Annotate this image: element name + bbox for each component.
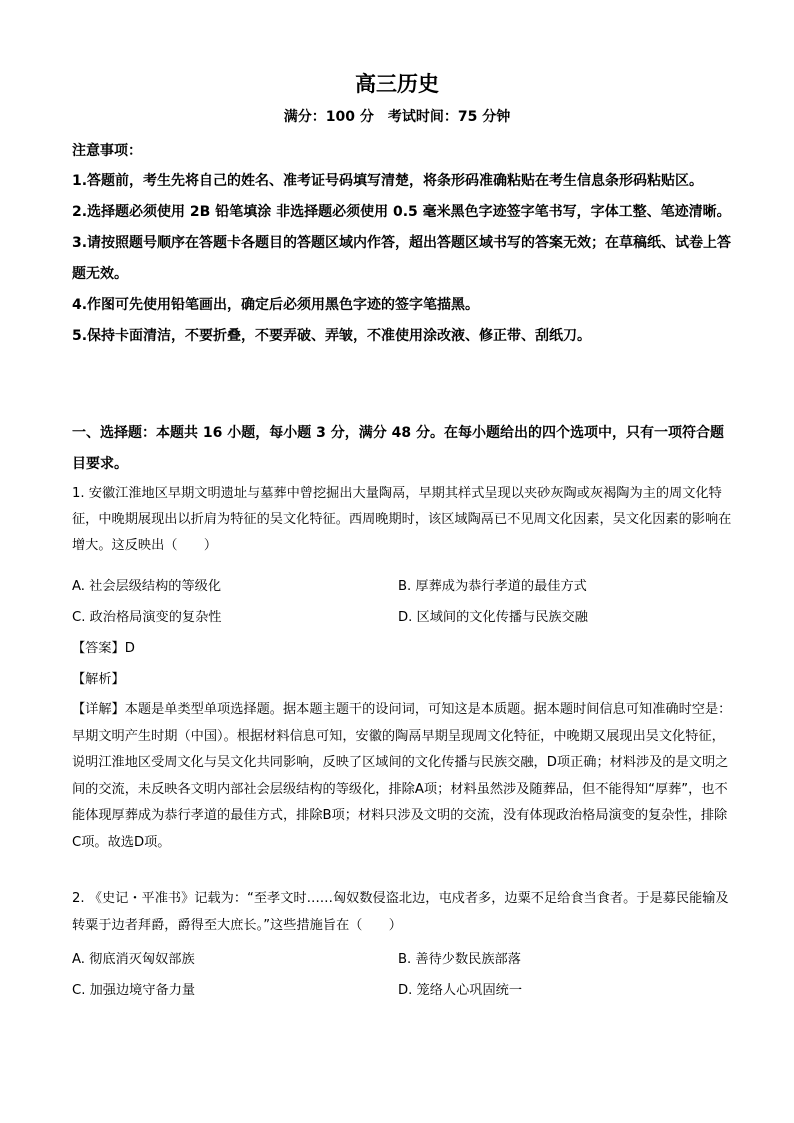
answer-label: 【答案】D <box>72 641 135 656</box>
note-item: 1.答题前，考生先将自己的姓名、准考证号码填写清楚，将条形码准确粘贴在考生信息条形码粘贴区。 <box>72 173 704 189</box>
explanation-text: 【详解】本题是单类型单项选择题。据本题主题干的设问词，可知这是本质题。据本题时间信息可知准确时空是：早期文明产生时期（中国）。根据材料信息可知，安徽的陶鬲早期呈现周文化特征，中晚期又展现出吴文化特征，说明江淮地区受周文化与吴文化共同影响，反映了区域间的文化传播与民族交融，D项正确；材料涉及的是文明之间的交流，未反映各文明内部社会层级结构的等级化，排除A项；材料虽然涉及随葬品，但不能得知“厚葬”，也不能体现厚葬成为恭行孝道的最佳方式，排除B项；材料只涉及文明的交流，没有体现政治格局演变的复杂性，排除C项。故选D项。 <box>72 702 732 850</box>
question-2-options <box>72 944 732 1006</box>
analysis-label: 【解析】 <box>72 672 125 687</box>
option-a: A. 社会层级结构的等级化 <box>72 579 222 594</box>
note-item: 2.选择题必须使用 2B 铅笔填涂 非选择题必须使用 0.5 毫米黑色字迹签字笔书写，字体工整、笔迹清晰。 <box>72 204 731 220</box>
page-title: 高三历史 <box>355 71 439 96</box>
note-item: 3.请按照题号顺序在答题卡各题目的答题区域内作答，超出答题区域书写的答案无效；在草稿纸、试卷上答题无效。 <box>72 235 732 282</box>
option-b: B. 善待少数民族部落 <box>398 952 521 967</box>
option-b: B. 厚葬成为恭行孝道的最佳方式 <box>398 579 587 594</box>
question-1-answer <box>72 633 732 695</box>
exam-info: 满分：100 分 考试时间：75 分钟 <box>283 109 511 125</box>
option-c: C. 加强边境守备力量 <box>72 983 196 998</box>
option-a: A. 彻底消灭匈奴部族 <box>72 952 195 967</box>
notes-heading: 注意事项： <box>72 143 142 159</box>
option-c: C. 政治格局演变的复杂性 <box>72 610 222 625</box>
question-2-stem <box>72 885 732 939</box>
section-heading: 一、选择题：本题共 16 小题，每小题 3 分，满分 48 分。在每小题给出的四个选项中，只有一项符合题目要求。 <box>72 425 724 472</box>
question-1-stem <box>72 481 732 559</box>
question-1-explanation <box>72 697 732 856</box>
note-item: 4.作图可先使用铅笔画出，确定后必须用黑色字迹的签字笔描黑。 <box>72 297 480 313</box>
option-d: D. 笼络人心巩固统一 <box>398 983 523 998</box>
question-text: 1. 安徽江淮地区早期文明遗址与墓葬中曾挖掘出大量陶鬲，早期其样式呈现以夹砂灰陶或灰褐陶为主的周文化特征，中晚期展现出以折肩为特征的吴文化特征。西周晚期时，该区域陶鬲已不见周文化因素，吴文化因素的影响在增大。这反映出（ ） <box>72 486 732 553</box>
notes-list <box>72 166 732 352</box>
question-1-options <box>72 571 732 633</box>
note-item: 5.保持卡面清洁，不要折叠，不要弄破、弄皱，不准使用涂改液、修正带、刮纸刀。 <box>72 328 592 344</box>
option-d: D. 区域间的文化传播与民族交融 <box>398 610 588 625</box>
question-text: 2. 《史记・平准书》记载为：“至孝文时……匈奴数侵盗北边，屯戍者多，边粟不足给食当食者。于是募民能输及转粟于边者拜爵，爵得至大庶长。”这些措施旨在（ ） <box>72 891 729 933</box>
